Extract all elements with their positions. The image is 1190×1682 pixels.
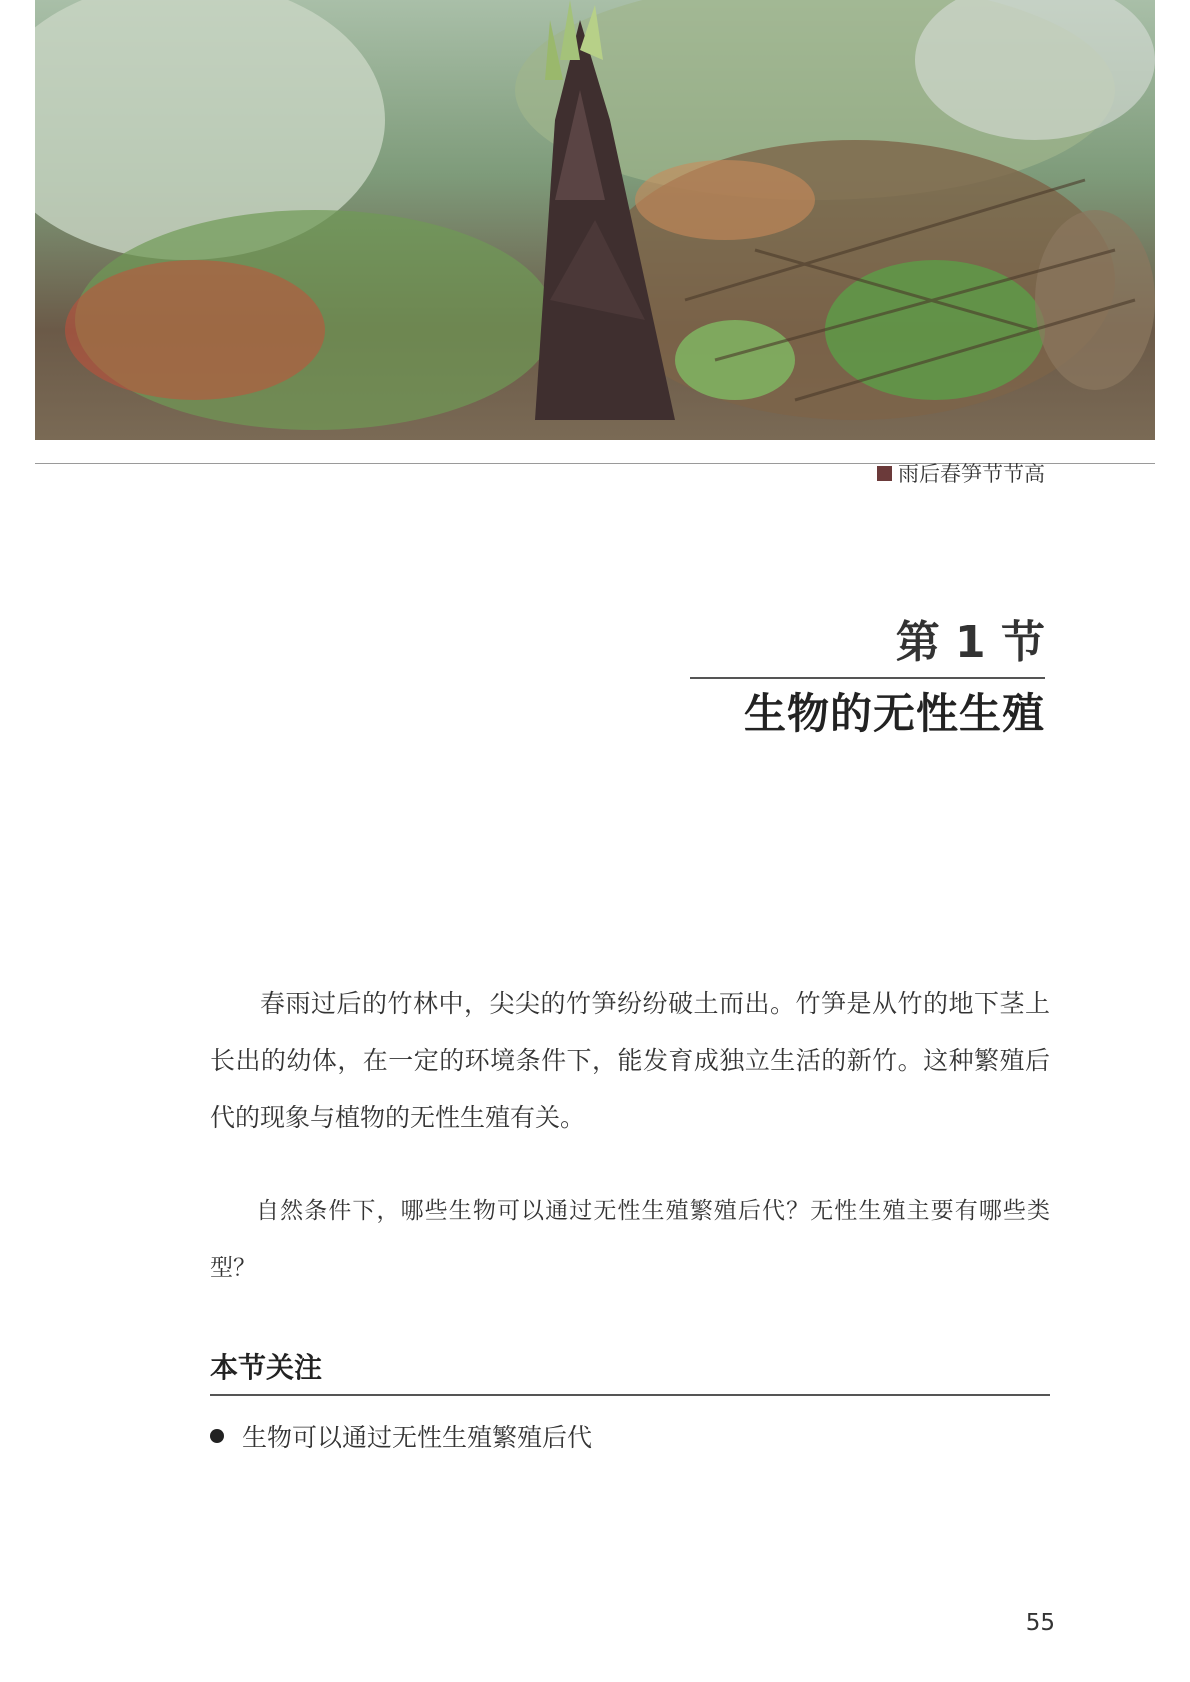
- list-item: [210, 1418, 592, 1454]
- intro-paragraph: 春雨过后的竹林中，尖尖的竹笋纷纷破土而出。竹笋是从竹的地下茎上长出的幼体，在一定的环境条件下，能发育成独立生活的新竹。这种繁殖后代的现象与植物的无性生殖有关。: [210, 989, 1050, 1132]
- photo-caption: [877, 458, 1045, 488]
- photo-caption-text: 雨后春笋节节高: [898, 462, 1045, 486]
- page-number: 55: [1025, 1610, 1055, 1636]
- section-heading: [690, 615, 1045, 749]
- section-number: 第 1 节: [690, 615, 1045, 679]
- bullet-icon: [210, 1429, 224, 1443]
- section-title: 生物的无性生殖: [743, 689, 1045, 738]
- focus-list: [210, 1418, 592, 1454]
- bamboo-shoot-photo: [35, 0, 1155, 440]
- focus-item-text: 生物可以通过无性生殖繁殖后代: [242, 1423, 593, 1452]
- question-paragraph: 自然条件下，哪些生物可以通过无性生殖繁殖后代？无性生殖主要有哪些类型？: [210, 1198, 1050, 1281]
- focus-heading: 本节关注: [210, 1346, 1050, 1396]
- square-marker-icon: [877, 466, 892, 481]
